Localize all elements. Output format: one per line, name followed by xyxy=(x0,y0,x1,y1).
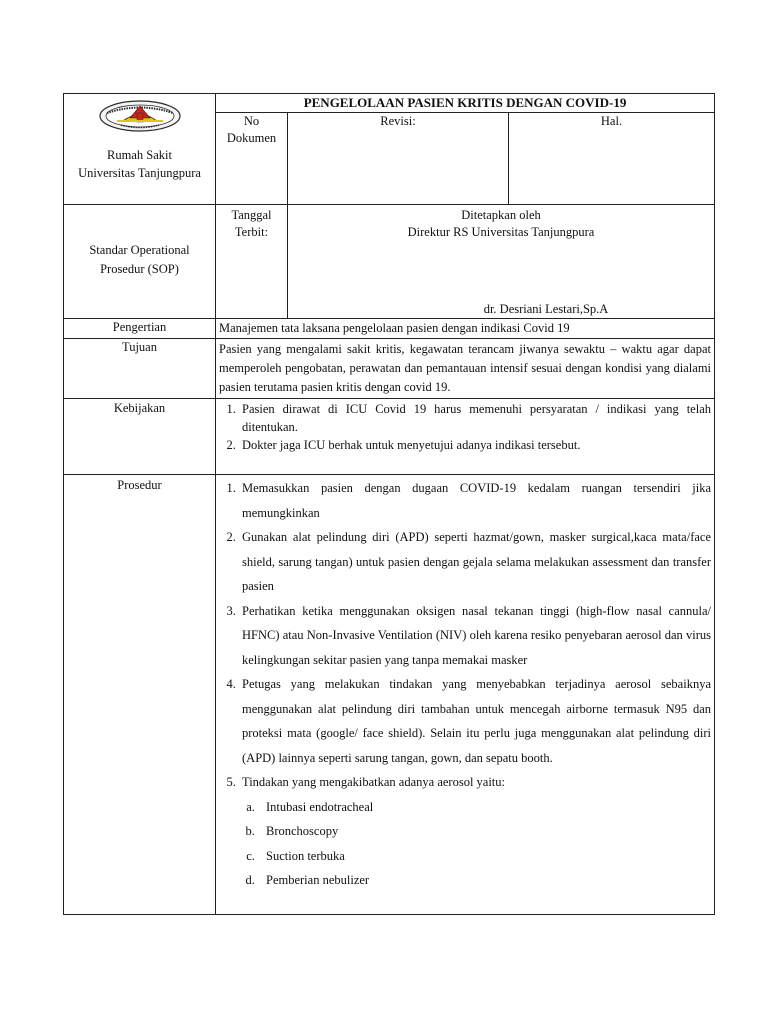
aerosol-item: a. Intubasi endotracheal xyxy=(258,795,711,820)
terbit-label: Terbit: xyxy=(234,225,269,239)
hospital-name-line2: Universitas Tanjungpura xyxy=(78,166,201,180)
prosedur-item xyxy=(239,770,711,893)
aerosol-item: b. Bronchoscopy xyxy=(258,819,711,844)
signatory-name: dr. Desriani Lestari,Sp.A xyxy=(483,302,609,316)
prosedur-item: 1. Memasukkan pasien dengan dugaan COVID-19 kedalam ruangan tersendiri jika memungkinkan xyxy=(239,476,711,525)
aerosol-list xyxy=(242,795,711,893)
hospital-name xyxy=(64,146,215,182)
prosedur-item: 4. Petugas yang melakukan tindakan yang menyebabkan terjadinya aerosol sebaiknya menggunakan alat pelindung diri tambahan untuk mencegah airborne termasuk N95 dan proteksi mata (google/ face shield). Selain itu perlu juga menggunakan alat pelindung diri (APD) lainnya seperti sarung tangan, gown, dan sepatu booth. xyxy=(239,672,711,770)
sop-document-table xyxy=(63,93,715,915)
hospital-name-line1: Rumah Sakit xyxy=(107,148,172,162)
no-label: No xyxy=(243,114,260,128)
tujuan-row xyxy=(64,339,715,399)
hal-cell xyxy=(509,113,715,205)
tanggal-terbit-cell xyxy=(216,205,288,319)
logo-container xyxy=(64,94,215,132)
title-row xyxy=(64,94,715,113)
kebijakan-label: Kebijakan xyxy=(64,399,216,475)
prosedur-item: 3. Perhatikan ketika menggunakan oksigen nasal tekanan tinggi (high-flow nasal cannula/ HFNC) atau Non-Invasive Ventilation (NIV) oleh karena resiko penyebaran aerosol dan virus kelingkungan sekitar pasien yang tanpa memakai masker xyxy=(239,599,711,673)
prosedur-item-text: Tindakan yang mengakibatkan adanya aerosol yaitu: xyxy=(242,775,506,789)
prosedur-item: 2. Gunakan alat pelindung diri (APD) seperti hazmat/gown, masker surgical,kaca mata/face shield, sarung tangan) untuk pasien dengan gejala selama melakukan assessment dan transfer pasien xyxy=(239,525,711,599)
kebijakan-row xyxy=(64,399,715,475)
kebijakan-list xyxy=(219,400,711,454)
tanggal-label: Tanggal xyxy=(231,208,272,222)
revisi-cell xyxy=(288,113,509,205)
document-title: PENGELOLAAN PASIEN KRITIS DENGAN COVID-19 xyxy=(216,94,715,113)
prosedur-list xyxy=(219,476,711,893)
no-dokumen-cell xyxy=(216,113,288,205)
aerosol-item: d. Pemberian nebulizer xyxy=(258,868,711,893)
hal-label: Hal. xyxy=(600,114,623,128)
university-logo-icon xyxy=(99,100,181,132)
pengertian-label: Pengertian xyxy=(64,319,216,339)
hospital-cell xyxy=(64,94,216,205)
sop-row xyxy=(64,205,715,319)
sop-label-line1: Standar Operational xyxy=(89,243,190,257)
kebijakan-item: 2. Dokter jaga ICU berhak untuk menyetujui adanya indikasi tersebut. xyxy=(239,436,711,454)
prosedur-label: Prosedur xyxy=(64,475,216,915)
kebijakan-cell xyxy=(216,399,715,475)
dokumen-label: Dokumen xyxy=(226,131,277,145)
pengertian-row xyxy=(64,319,715,339)
direktur-title: Direktur RS Universitas Tanjungpura xyxy=(407,225,595,239)
tujuan-text: Pasien yang mengalami sakit kritis, kegawatan terancam jiwanya sewaktu – waktu agar dapat memperoleh pengobatan, perawatan dan pemantauan intensif sesuai dengan kondisi yang dialami pasien terutama pasien kritis dengan covid 19. xyxy=(216,339,715,399)
sop-label-cell xyxy=(64,205,216,319)
sop-label-line2: Prosedur (SOP) xyxy=(100,262,179,276)
pengertian-text: Manajemen tata laksana pengelolaan pasien dengan indikasi Covid 19 xyxy=(216,319,715,339)
approval-cell xyxy=(288,205,715,319)
prosedur-row xyxy=(64,475,715,915)
aerosol-item: c. Suction terbuka xyxy=(258,844,711,869)
prosedur-cell xyxy=(216,475,715,915)
revisi-label: Revisi: xyxy=(380,114,416,128)
ditetapkan-oleh: Ditetapkan oleh xyxy=(461,208,541,222)
kebijakan-item: 1. Pasien dirawat di ICU Covid 19 harus memenuhi persyaratan / indikasi yang telah ditentukan. xyxy=(239,400,711,436)
tujuan-label: Tujuan xyxy=(64,339,216,399)
